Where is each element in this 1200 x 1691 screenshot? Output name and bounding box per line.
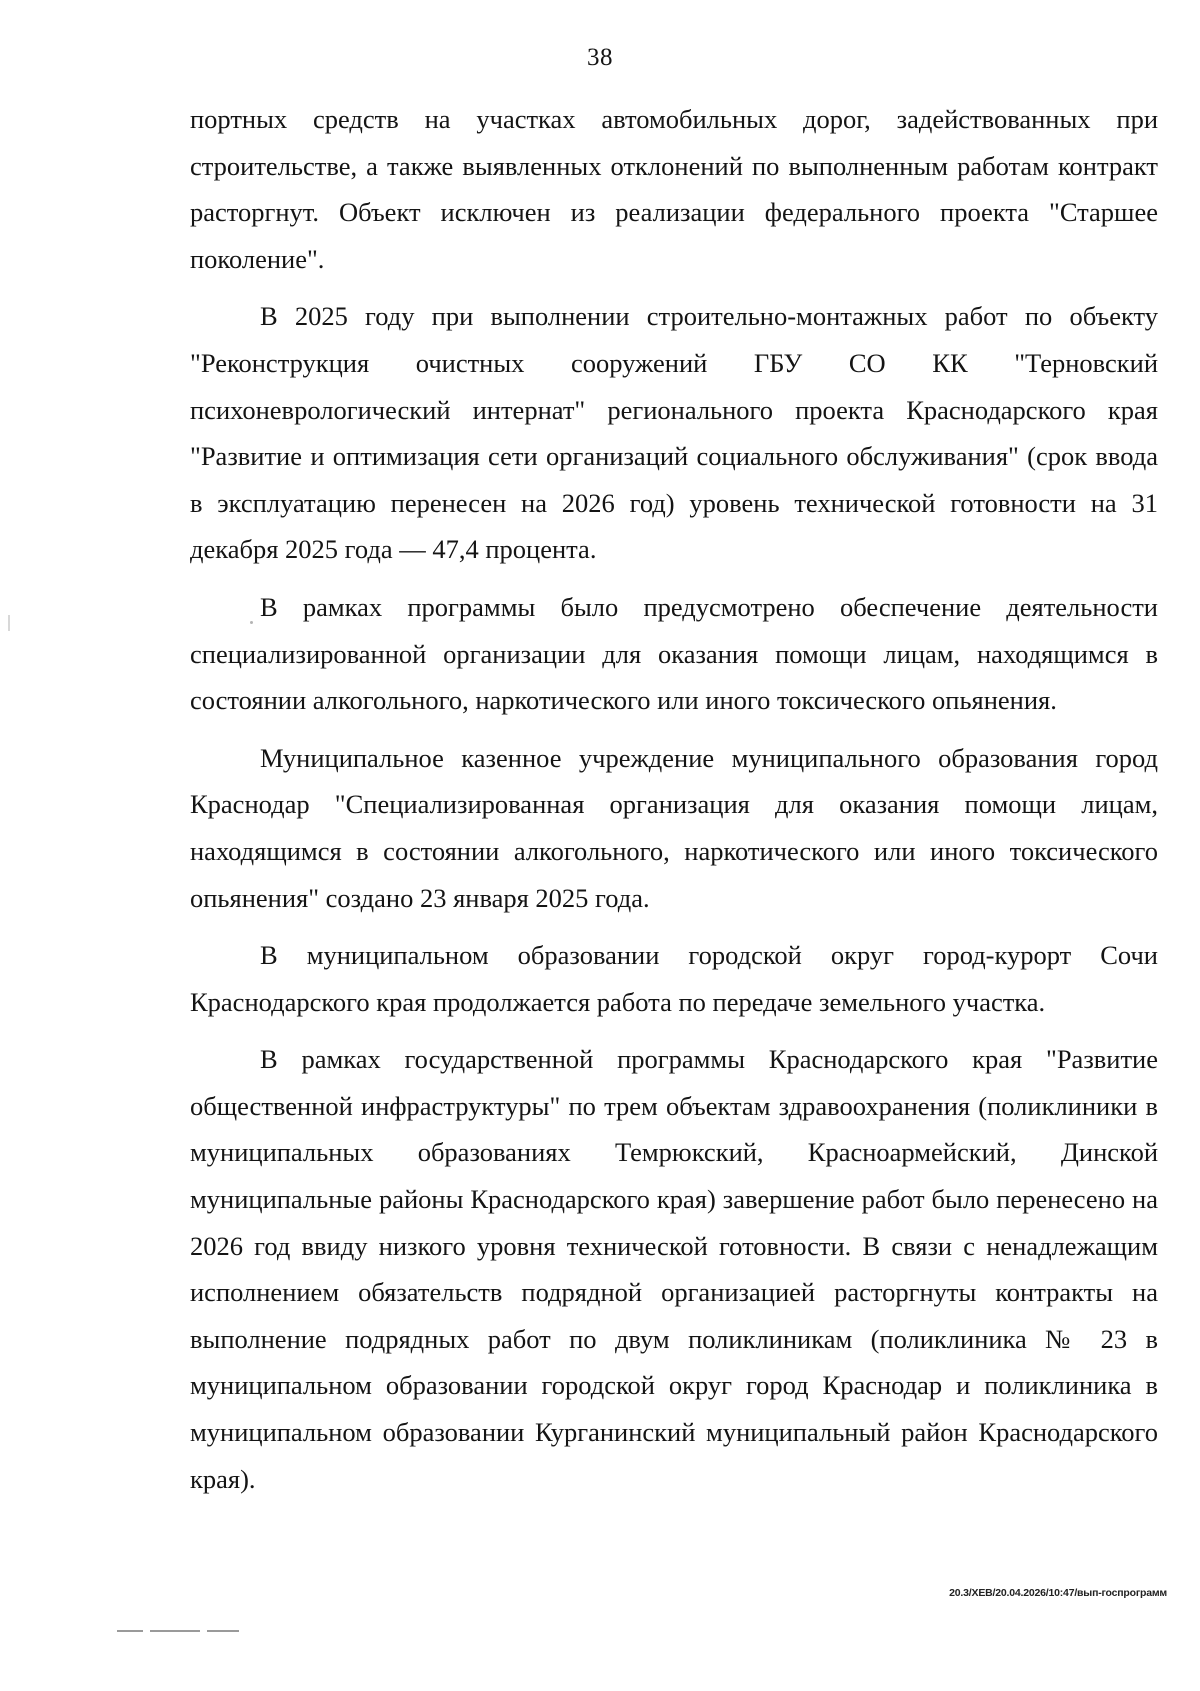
paragraph-public-infrastructure: В рамках государственной программы Краснодарского края "Развитие общественной инфраструктуры" по трем объектам здравоохранения (поликлиники в муниципальных образованиях Темрюкский, Красноармейский, Динской муниципальные районы Краснодарского края) завершение работ было перенесено на 2026 год ввиду низкого уровня технической готовности. В связи с ненадлежащим исполнением обязательств подрядной организацией расторгнуты контракты на выполнение подрядных работ по двум поликлиникам (поликлиника № 23 в муниципальном образовании городской округ город Краснодар и поликлиника в муниципальном образовании Курганинский муниципальный район Краснодарского края). <box>190 1044 1158 1494</box>
page-number: 38 <box>587 44 613 71</box>
paragraph-municipal-institution: Муниципальное казенное учреждение муниципального образования город Краснодар "Специализированная организация для оказания помощи лицам, находящимся в состоянии алкогольного, наркотического или иного токсического опьянения" создано 23 января 2025 года. <box>190 742 1158 913</box>
paragraph-specialized-organization: В рамках программы было предусмотрено обеспечение деятельности специализированной организации для оказания помощи лицам, находящимся в состоянии алкогольного, наркотического или иного токсического опьянения. <box>190 591 1158 716</box>
scan-artifact-lines <box>117 1630 247 1633</box>
paragraph-sochi: В муниципальном образовании городской округ город-курорт Сочи Краснодарского края продолжается работа по передаче земельного участка. <box>190 940 1158 1017</box>
scan-artifact-edge <box>8 615 10 631</box>
document-body <box>190 96 1158 1502</box>
paragraph-reconstruction: В 2025 году при выполнении строительно-монтажных работ по объекту "Реконструкция очистных сооружений ГБУ СО КК "Терновский психоневрологический интернат" регионального проекта Краснодарского края "Развитие и оптимизация сети организаций социального обслуживания" (срок ввода в эксплуатацию перенесен на 2026 год) уровень технической готовности на 31 декабря 2025 года — 47,4 процента. <box>190 301 1158 565</box>
paragraph-continuation: портных средств на участках автомобильных дорог, задействованных при строительстве, а также выявленных отклонений по выполненным работам контракт расторгнут. Объект исключен из реализации федерального проекта "Старшее поколение". <box>190 104 1158 274</box>
scan-artifact-dot <box>250 621 253 624</box>
document-stamp: 20.3/ХЕВ/20.04.2026/10:47/вып-госпрограмм <box>949 1587 1167 1599</box>
